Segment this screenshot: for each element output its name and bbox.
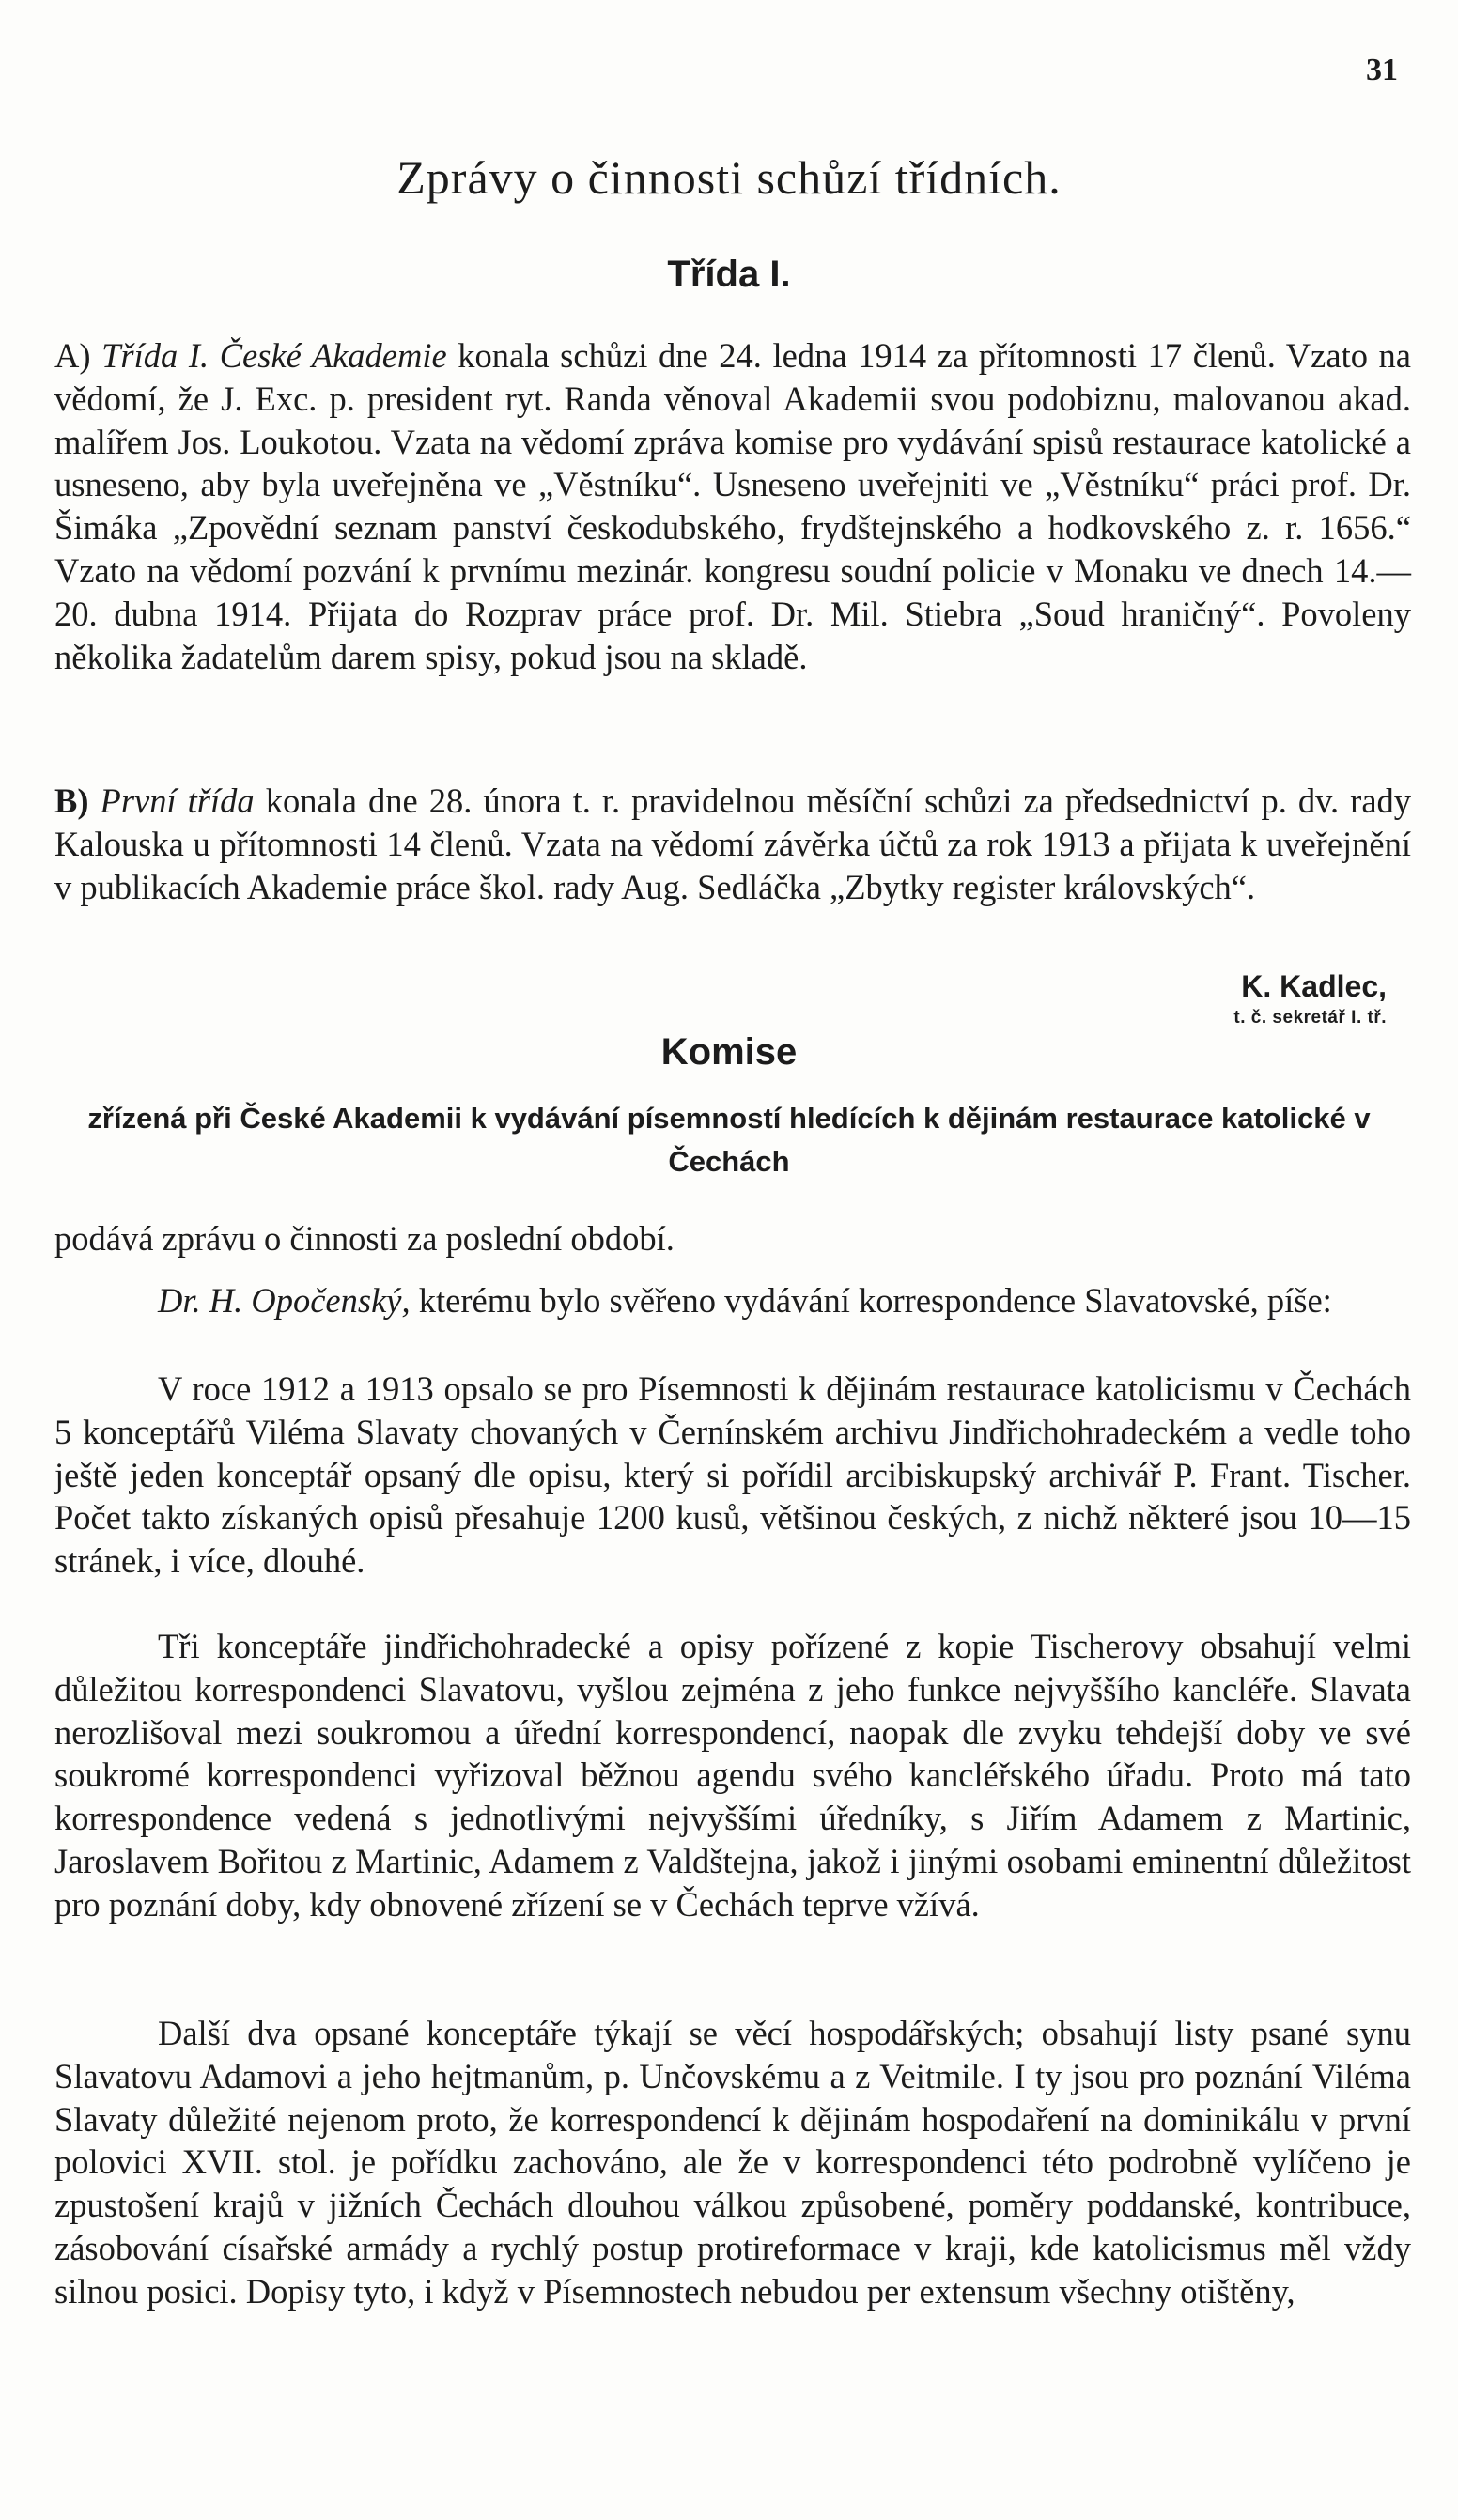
paragraph-b <box>54 780 1411 908</box>
body-paragraph-3 <box>54 2012 1411 2313</box>
komise-title: Komise <box>660 1031 798 1073</box>
main-title: Zprávy o činnosti schůzí třídních. <box>396 151 1062 204</box>
signature-name: K. Kadlec, <box>1241 969 1387 1003</box>
paragraph-b-italic: První třída <box>100 781 255 820</box>
page-number: 31 <box>1366 53 1398 87</box>
signature-role: t. č. sekretář I. tř. <box>1233 1008 1387 1028</box>
intro-line <box>54 1217 1411 1260</box>
body-paragraph-2-text: Tři konceptáře jindřichohradecké a opisy pořízené z kopie Tischerovy obsahují velmi důležitou korrespondenci Slavatovu, vyšlou zejména z jeho funkce nejvyššího kancléře. Slavata nerozlišoval mezi soukromou a úřední korrespondencí, naopak dle zvyku tehdejší doby ve své soukromé korrespondenci vyřizoval běžnou agendu svého kancléřského úřadu. Proto má tato korrespondence vedená s jednotlivými nejvyššími úředníky, s Jiřím Adamem z Martinic, Jaroslavem Bořitou z Martinic, Adamem z Valdštejna, jakož i jinými osobami eminentní důležitost pro poznání doby, kdy obnovené zřízení se v Čechách teprve vžívá. <box>54 1627 1411 1924</box>
body-paragraph-1-text: V roce 1912 a 1913 opsalo se pro Písemnosti k dějinám restaurace katolicismu v Čechách 5 konceptářů Viléma Slavaty chovaných v Černínském archivu Jindřichohradeckém a vedle toho ještě jeden konceptář opsaný dle opisu, který si pořídil arcibiskupský archivář P. Frant. Tischer. Počet takto získaných opisů přesahuje 1200 kusů, většinou českých, z nichž některé jsou 10—15 stránek, i více, dlouhé. <box>54 1369 1411 1581</box>
signature <box>1233 969 1387 1028</box>
paragraph-a-label: A) <box>54 336 91 375</box>
paragraph-a-text: konala schůzi dne 24. ledna 1914 za přítomnosti 17 členů. Vzato na vědomí, že J. Exc. p. president ryt. Randa věnoval Akademii svou podobiznu, malovanou akad. malířem Jos. Loukotou. Vzata na vědomí zpráva komise pro vydávání spisů restaurace katolické a usneseno, aby byla uveřejněna ve „Věstníku“. Usneseno uveřejniti ve „Věstníku“ práci prof. Dr. Šimáka „Zpovědní seznam panství českodubského, frydštejnského a hodkovského z. r. 1656.“ Vzato na vědomí pozvání k prvnímu mezinár. kongresu soudní policie v Monaku ve dnech 14.—20. dubna 1914. Přijata do Rozprav práce prof. Dr. Mil. Stiebra „Soud hraničný“. Povoleny několika žadatelům darem spisy, pokud jsou na skladě. <box>54 336 1412 676</box>
section-title: Třída I. <box>667 254 791 295</box>
opocensky-name: Dr. H. Opočenský, <box>158 1281 411 1320</box>
paragraph-b-label: B) <box>54 781 89 820</box>
paragraph-a-italic: Třída I. České Akademie <box>101 336 447 375</box>
body-paragraph-3-text: Další dva opsané konceptáře týkají se věcí hospodářských; obsahují listy psané synu Slavatovu Adamovi a jeho hejtmanům, p. Unčovskému a z Veitmile. I ty jsou pro poznání Viléma Slavaty důležité nejenom proto, že korrespondencí k dějinám hospodaření na dominikálu v první polovici XVII. stol. je pořídku zachováno, ale že v korrespondenci této podrobně vylíčeno je zpustošení krajů v jižních Čechách dlouhou válkou způsobené, poměry poddanské, kontribuce, zásobování císařské armády a rychlý postup protireformace v kraji, kde katolicismus měl vždy silnou posici. Dopisy tyto, i když v Písemnostech nebudou per extensum všechny otištěny, <box>54 2014 1411 2311</box>
body-paragraph-2 <box>54 1625 1411 1926</box>
paragraph-b-text: konala dne 28. února t. r. pravidelnou měsíční schůzi za předsednictví p. dv. rady Kalouska u přítomnosti 14 členů. Vzata na vědomí závěrka účtů za rok 1913 a přijata k uveřejnění v publikacích Akademie práce škol. rady Aug. Sedláčka „Zbytky register královských“. <box>54 781 1412 906</box>
komise-subtitle: zřízená při České Akademii k vydávání písemností hledících k dějinám restaurace katolické v Čechách <box>87 1102 1371 1178</box>
body-paragraph-1 <box>54 1368 1411 1583</box>
paragraph-a <box>54 334 1411 678</box>
opocensky-paragraph <box>54 1279 1411 1322</box>
opocensky-text: kterému bylo svěřeno vydávání korrespondence Slavatovské, píše: <box>418 1281 1332 1320</box>
intro-line-text: podává zprávu o činnosti za poslední období. <box>54 1219 675 1258</box>
